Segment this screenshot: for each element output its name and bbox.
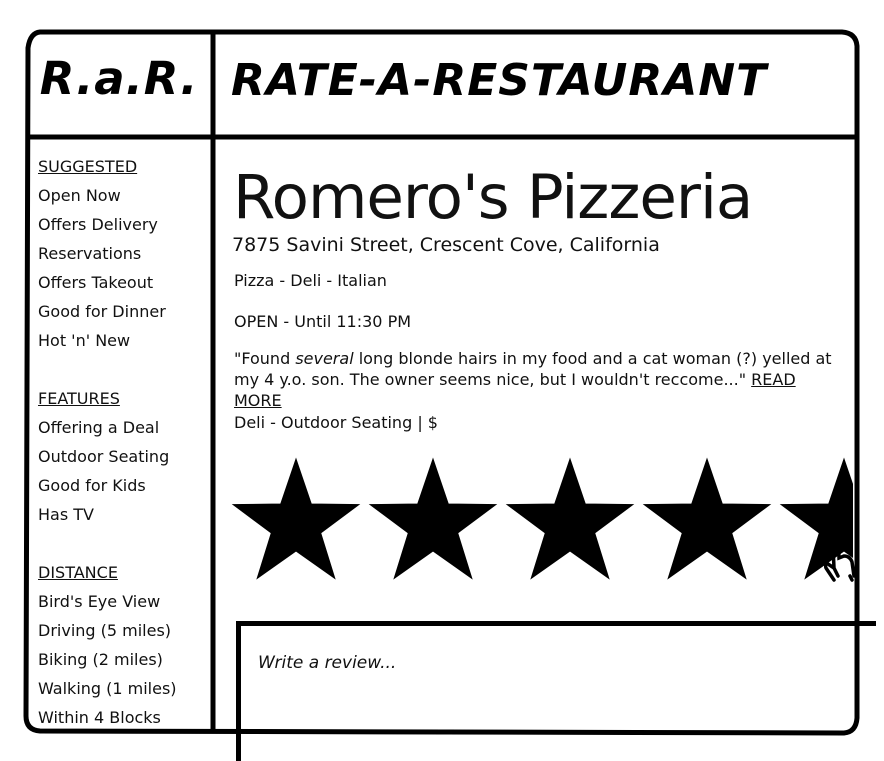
sidebar-heading-distance: DISTANCE (38, 563, 118, 582)
sidebar-item-walking[interactable]: Walking (1 miles) (38, 679, 177, 698)
sidebar-item-outdoor-seating[interactable]: Outdoor Seating (38, 447, 170, 466)
sidebar-item-good-for-kids[interactable]: Good for Kids (38, 476, 146, 495)
sidebar-item-offering-a-deal[interactable]: Offering a Deal (38, 418, 160, 437)
app-logo[interactable]: R.a.R. (39, 52, 199, 105)
sidebar-item-hot-n-new[interactable]: Hot 'n' New (38, 331, 131, 350)
sidebar-item-birds-eye-view[interactable]: Bird's Eye View (38, 592, 161, 611)
read-more-link[interactable]: READ MORE (234, 370, 796, 410)
sidebar-heading-suggested: SUGGESTED (38, 157, 138, 176)
star-icon[interactable] (644, 459, 770, 578)
sidebar-section-suggested (38, 156, 210, 359)
review-snippet (234, 348, 834, 411)
sidebar-item-driving[interactable]: Driving (5 miles) (38, 621, 172, 640)
restaurant-features: Deli - Outdoor Seating | $ (234, 413, 438, 432)
sidebar-item-reservations[interactable]: Reservations (38, 244, 142, 263)
restaurant-hours: OPEN - Until 11:30 PM (234, 312, 412, 331)
write-review-placeholder: Write a review... (258, 653, 397, 673)
star-icon[interactable] (370, 459, 496, 578)
hand-pointer-icon (824, 520, 858, 590)
review-text-emphasis: several (295, 349, 354, 368)
star-rating[interactable] (226, 455, 858, 580)
restaurant-address: 7875 Savini Street, Crescent Cove, California (232, 234, 660, 256)
sidebar-item-offers-takeout[interactable]: Offers Takeout (38, 273, 154, 292)
review-text-rest: long blonde hairs in my food and a cat woman (?) yelled at my 4 y.o. son. The owner seems nice, but I wouldn't reccome..." (234, 349, 832, 389)
write-review-box[interactable] (236, 621, 876, 761)
restaurant-categories: Pizza - Deli - Italian (234, 271, 387, 290)
sidebar-item-has-tv[interactable]: Has TV (38, 505, 94, 524)
star-icon[interactable] (507, 459, 633, 578)
review-text-start: "Found (234, 349, 296, 368)
sidebar-item-within-4-blocks[interactable]: Within 4 Blocks (38, 708, 161, 727)
sidebar-section-distance (38, 562, 210, 732)
sidebar-item-biking[interactable]: Biking (2 miles) (38, 650, 163, 669)
star-icon[interactable] (233, 459, 359, 578)
sidebar-item-offers-delivery[interactable]: Offers Delivery (38, 215, 158, 234)
restaurant-name: Romero's Pizzeria (233, 162, 753, 233)
filter-sidebar (38, 156, 210, 732)
sidebar-section-features (38, 388, 210, 533)
sidebar-spacer (38, 359, 210, 388)
sidebar-spacer (38, 533, 210, 562)
app-title: RATE-A-RESTAURANT (231, 55, 768, 106)
sidebar-item-good-for-dinner[interactable]: Good for Dinner (38, 302, 166, 321)
sidebar-heading-features: FEATURES (38, 389, 120, 408)
sidebar-item-open-now[interactable]: Open Now (38, 186, 121, 205)
